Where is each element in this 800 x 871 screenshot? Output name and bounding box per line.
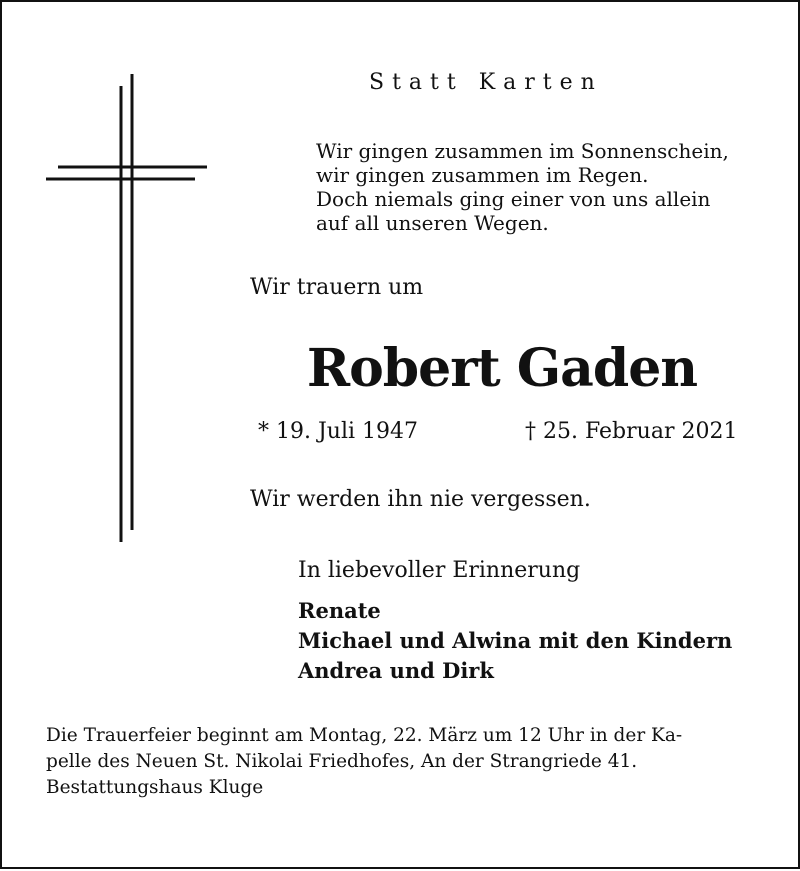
poem-line: Doch niemals ging einer von uns allein [316,187,711,211]
poem [316,139,729,235]
remembrance-label: In liebevoller Erinnerung [298,558,581,583]
family-member: Renate [298,598,381,623]
deceased-name: Robert Gaden [306,338,698,399]
family-member: Michael und Alwina mit den Kindern [298,628,733,653]
family-member: Andrea und Dirk [298,658,494,683]
poem-line: wir gingen zusammen im Regen. [316,163,649,187]
mourning-intro: Wir trauern um [250,275,424,300]
funeral-info [46,723,682,801]
funeral-info-line: pelle des Neuen St. Nikolai Friedhofes, An der Strangriede 41. [46,751,638,772]
funeral-home: Bestattungshaus Kluge [46,777,264,798]
death-date: † 25. Februar 2021 [525,419,738,444]
memorial-message: Wir werden ihn nie vergessen. [250,487,591,512]
statt-karten-heading: Statt Karten [369,70,603,95]
family-list [298,596,732,686]
birth-date: * 19. Juli 1947 [258,419,419,444]
poem-line: Wir gingen zusammen im Sonnenschein, [316,139,729,163]
funeral-info-line: Die Trauerfeier beginnt am Montag, 22. März um 12 Uhr in der Ka- [46,725,683,746]
poem-line: auf all unseren Wegen. [316,211,549,235]
